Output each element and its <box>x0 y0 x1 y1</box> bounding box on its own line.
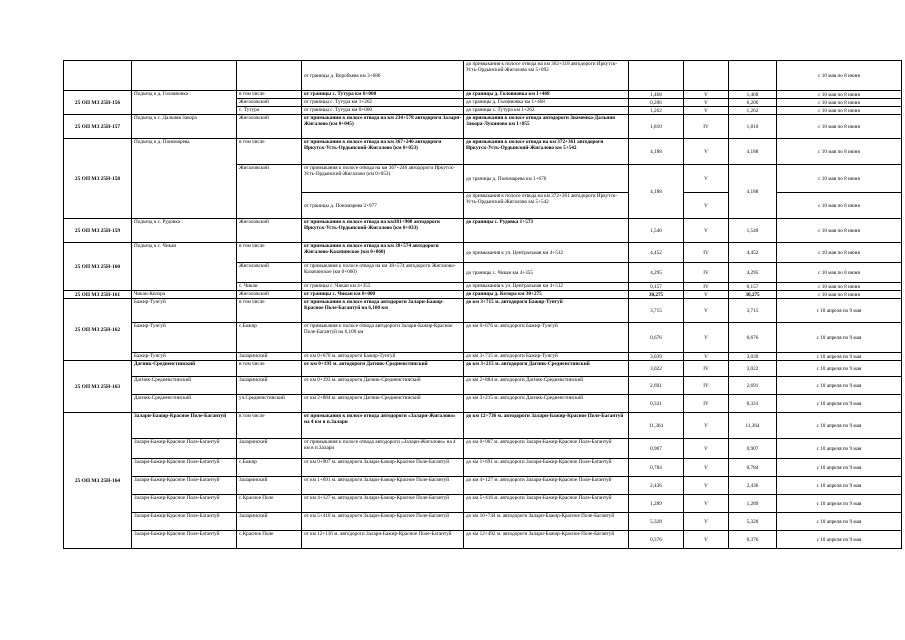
length-cell: 4,188 <box>629 165 684 219</box>
total-cell: 1,289 <box>729 495 777 513</box>
period-cell: с 10 мая по 8 июня <box>777 139 902 165</box>
end-cell: до км 12+736 м. автодороги Залари-Бажир-Красное Поле-Багантуй <box>464 413 629 439</box>
total-cell: 0,206 <box>729 99 777 107</box>
period-cell: с 10 мая по 8 июня <box>777 283 902 291</box>
category-cell: V <box>684 459 729 477</box>
length-cell: 1,289 <box>629 495 684 513</box>
end-cell: до км 1+691 м. автодороги Залари-Бажир-Красное Поле-Багантуй <box>464 459 629 477</box>
period-cell: с 10 апреля по 9 мая <box>777 361 902 377</box>
code-cell: 25 ОП МЗ 25Н-156 <box>64 91 132 115</box>
section-cell: Жигаловский <box>237 99 302 107</box>
period-cell: с 10 апреля по 9 мая <box>777 531 902 549</box>
section-cell: Жигаловский <box>237 263 302 283</box>
end-cell: до границы с. Рудовка 1+573 <box>464 219 629 243</box>
table-row <box>64 413 902 439</box>
period-cell: с 10 мая по 8 июня <box>777 243 902 263</box>
period-cell: с 10 апреля по 9 мая <box>777 299 902 323</box>
end-cell: до границы д. Пономарева км 1+676 <box>464 165 629 193</box>
length-cell: 0,331 <box>629 395 684 413</box>
table-row <box>64 495 902 513</box>
end-cell: до км 3+215 м. автодороги Дагник-Средненстинский <box>464 361 629 377</box>
category-cell: V <box>684 495 729 513</box>
category-cell: V <box>684 165 729 193</box>
start-cell: от границы с. Тутура км 0+000 <box>302 91 464 99</box>
code-cell: 25 ОП МЗ 25Н-159 <box>64 219 132 243</box>
code-cell: 25 ОП МЗ 25Н-162 <box>64 299 132 361</box>
category-cell: V <box>684 323 729 353</box>
category-cell: V <box>684 299 729 323</box>
table-row <box>64 243 902 263</box>
code-cell: 25 ОП МЗ 25Н-161 <box>64 291 132 299</box>
road-name-cell: Подъезд к д. Пономарева <box>132 139 237 219</box>
section-cell: с. Чикан <box>237 283 302 291</box>
period-cell: с 10 апреля по 9 мая <box>777 477 902 495</box>
period-cell: с 10 апреля по 9 мая <box>777 353 902 361</box>
road-name-cell: Подъезд к д. Головновка <box>132 91 237 115</box>
road-name-cell: Залари-Бажир-Красное Поле-Багантуй <box>132 413 237 439</box>
end-cell: до км 0+907 м. автодороги Залари-Бажир-Красное Поле-Багантуй <box>464 439 629 459</box>
period-cell: с 10 апреля по 9 мая <box>777 459 902 477</box>
category-cell: IV <box>684 283 729 291</box>
road-restrictions-table-page <box>63 60 862 549</box>
end-cell: до примыкания к полосе отвода автодороги Знаменка-Дальняя Закора-Лукиново км 1+855 <box>464 115 629 139</box>
end-cell: до км 3+715 м. автодороги Бажир-Тунгуй <box>464 299 629 323</box>
total-cell: 1,810 <box>729 115 777 139</box>
start-cell: от км 0+907 м. автодороги Залари-Бажир-Красное Поле-Багантуй <box>302 459 464 477</box>
total-cell: 3,022 <box>729 361 777 377</box>
end-cell: до границы д. Келора км 30+275 <box>464 291 629 299</box>
period-cell: с 10 мая по 8 июня <box>777 291 902 299</box>
table-row <box>64 219 902 243</box>
end-cell: до км 5+416 м. автодороги Залари-Бажир-Красное Поле-Багантуй <box>464 495 629 513</box>
period-cell: с 10 апреля по 9 мая <box>777 377 902 395</box>
road-name-cell: Бажир-Тунгуй <box>132 353 237 361</box>
table-row <box>64 61 902 91</box>
end-cell: до границы с. Чикан км 4+355 <box>464 263 629 283</box>
road-name-cell: Залари-Бажир-Красное Поле-Багантуй <box>132 459 237 477</box>
category-cell: V <box>684 513 729 531</box>
table-row <box>64 477 902 495</box>
table-row <box>64 299 902 323</box>
road-restrictions-table <box>63 60 902 549</box>
start-cell: от км 0+676 м. автодороги Бажир-Тунгуй <box>302 353 464 361</box>
period-cell: с 10 мая по 8 июня <box>777 263 902 283</box>
length-cell: 11,364 <box>629 413 684 439</box>
period-cell: с 10 мая по 8 июня <box>777 115 902 139</box>
table-row <box>64 459 902 477</box>
road-name-cell: Залари-Бажир-Красное Поле-Багантуй <box>132 513 237 531</box>
length-cell <box>629 61 684 91</box>
period-cell: с 10 мая по 8 июня <box>777 219 902 243</box>
section-cell: Заларинский <box>237 477 302 495</box>
category-cell: IV <box>684 263 729 283</box>
start-cell: от примыкания к полосе отвода на км 38+574 автодороги Жигалово-Казачинское (км 0+060) <box>302 243 464 263</box>
category-cell: IV <box>684 115 729 139</box>
length-cell: 0,784 <box>629 459 684 477</box>
section-cell: с.Красное Поле <box>237 531 302 549</box>
table-row <box>64 377 902 395</box>
period-cell: с 10 апреля по 9 мая <box>777 395 902 413</box>
period-cell: с 10 мая по 8 июня <box>777 61 902 91</box>
period-cell: с 10 мая по 8 июня <box>777 99 902 107</box>
table-row <box>64 323 902 353</box>
total-cell: 2,436 <box>729 477 777 495</box>
length-cell: 4,452 <box>629 243 684 263</box>
total-cell: 3,039 <box>729 353 777 361</box>
start-cell: от границы с. Тутура км 1+262 <box>302 99 464 107</box>
category-cell: IV <box>684 395 729 413</box>
category-cell: V <box>684 477 729 495</box>
period-cell: с 10 мая по 8 июня <box>777 91 902 99</box>
road-name-cell: Чикан-Келора <box>132 291 237 299</box>
total-cell: 1,262 <box>729 107 777 115</box>
end-cell: до км 0+676 м. автодороги Бажир-Тунгуй <box>464 323 629 353</box>
length-cell: 2,436 <box>629 477 684 495</box>
code-cell: 25 ОП МЗ 25Н-158 <box>64 139 132 219</box>
start-cell: от границы д. Пономарева 2+977 <box>302 193 464 219</box>
section-cell: Заларинский <box>237 513 302 531</box>
category-cell: V <box>684 291 729 299</box>
length-cell: 4,295 <box>629 263 684 283</box>
end-cell: до примыкания к ул. Центральная км 4+512 <box>464 243 629 263</box>
section-cell: с.Бажир <box>237 459 302 477</box>
end-cell: до км 3+215 м. автодороги Дагник-Средненстинский <box>464 395 629 413</box>
period-cell: с 10 апреля по 9 мая <box>777 323 902 353</box>
road-name-cell: Бажир-Тунгуй <box>132 323 237 353</box>
road-name-cell <box>132 61 237 91</box>
end-cell: до примыкания к полосе отвода на км 372+361 автодороги Иркутск-Усть-Ордынский-Жигалово км 5+542 <box>464 139 629 165</box>
start-cell: от границы д. Воробьева км 3+680 <box>302 61 464 91</box>
road-name-cell: Подъезд к с. Чикан <box>132 243 237 291</box>
table-row <box>64 353 902 361</box>
start-cell: от границы с. Тутура км 0+000 <box>302 107 464 115</box>
section-cell: в том числе <box>237 299 302 323</box>
section-cell: с. Тутура <box>237 107 302 115</box>
start-cell: от примыкания к полосе отвода автодороги Залари-Бажир-Красное Поле-Багантуй на 6,100 км <box>302 323 464 353</box>
road-name-cell: Залари-Бажир-Красное Поле-Багантуй <box>132 477 237 495</box>
period-cell: с 10 мая по 8 июня <box>777 193 902 219</box>
code-cell: 25 ОП МЗ 25Н-160 <box>64 243 132 291</box>
start-cell: от примыкания к полосе отвода автодороги «Залари-Жигалово» на 4 км в п.Залари <box>302 413 464 439</box>
length-cell: 3,715 <box>629 299 684 323</box>
end-cell: до примыкания к полосе отвода на км 362+318 автодороги Иркутск-Усть-Ордынский-Жигалово км 5+092 <box>464 61 629 91</box>
total-cell: 4,188 <box>729 165 777 219</box>
road-name-cell: Залари-Бажир-Красное Поле-Багантуй <box>132 495 237 513</box>
end-cell: до границы с. Тутура км 1+262 <box>464 107 629 115</box>
total-cell: 11,364 <box>729 413 777 439</box>
start-cell: от границы с. Чикан км 0+000 <box>302 291 464 299</box>
total-cell: 4,452 <box>729 243 777 263</box>
table-row <box>64 91 902 99</box>
section-cell: Заларинский <box>237 353 302 361</box>
category-cell: V <box>684 99 729 107</box>
section-cell: Жигаловский <box>237 291 302 299</box>
end-cell: до км 4+127 м. автодороги Залари-Бажир-Красное Поле-Багантуй <box>464 477 629 495</box>
category-cell: V <box>684 353 729 361</box>
section-cell: в том числе <box>237 413 302 439</box>
category-cell: V <box>684 219 729 243</box>
total-cell: 2,691 <box>729 377 777 395</box>
section-cell: в том числе <box>237 91 302 99</box>
total-cell: 0,157 <box>729 283 777 291</box>
end-cell: до км 12+492 м. автодороги Залари-Бажир-Красное Поле-Багантуй <box>464 531 629 549</box>
length-cell: 0,676 <box>629 323 684 353</box>
end-cell: до примыкания к ул. Центральная км 4+512 <box>464 283 629 291</box>
end-cell: до примыкания к полосе отвода на км 372+361 автодороги Иркутск-Усть-Ордынский-Жигалово км 5+542 <box>464 193 629 219</box>
section-cell: в том числе <box>237 139 302 165</box>
road-name-cell: Залари-Бажир-Красное Поле-Багантуй <box>132 531 237 549</box>
start-cell: от км 0+193 м. автодороги Дагник-Средненстинский <box>302 377 464 395</box>
total-cell: 0,784 <box>729 459 777 477</box>
category-cell: V <box>684 531 729 549</box>
length-cell: 0,157 <box>629 283 684 291</box>
end-cell: до границы д. Головновка км 1+468 <box>464 99 629 107</box>
total-cell: 1,468 <box>729 91 777 99</box>
end-cell: до границы д. Головновка км 1+468 <box>464 91 629 99</box>
category-cell: V <box>684 413 729 439</box>
category-cell: IV <box>684 377 729 395</box>
category-cell <box>684 61 729 91</box>
section-cell: Заларинский <box>237 377 302 395</box>
section-cell: Жигаловский <box>237 115 302 139</box>
total-cell: 0,907 <box>729 439 777 459</box>
total-cell: 4,295 <box>729 263 777 283</box>
road-name-cell: Подъезд к с. Дальняя Закора <box>132 115 237 139</box>
category-cell: V <box>684 193 729 219</box>
table-row <box>64 115 902 139</box>
total-cell: 4,188 <box>729 139 777 165</box>
table-row <box>64 513 902 531</box>
start-cell: от примыкания к полосе отвода на км 367+246 автодороги Иркутск-Усть-Ордынский-Жигалово (км 0+053) <box>302 165 464 193</box>
start-cell: от примыкания к полосе отвода на км 234+578 автодороги Залари-Жигалово (км 0+045) <box>302 115 464 139</box>
total-cell: 30,275 <box>729 291 777 299</box>
total-cell: 1,540 <box>729 219 777 243</box>
road-name-cell: Дагник-Средненстинский <box>132 395 237 413</box>
length-cell: 0,206 <box>629 99 684 107</box>
length-cell: 4,188 <box>629 139 684 165</box>
length-cell: 0,376 <box>629 531 684 549</box>
length-cell: 2,691 <box>629 377 684 395</box>
start-cell: от км 2+884 м. автодороги Дагник-Средненстинский <box>302 395 464 413</box>
table-row <box>64 395 902 413</box>
section-cell <box>237 61 302 91</box>
category-cell: V <box>684 91 729 99</box>
total-cell: 3,715 <box>729 299 777 323</box>
length-cell: 1,468 <box>629 91 684 99</box>
code-cell: 25 ОП МЗ 25Н-164 <box>64 413 132 549</box>
road-name-cell: Подъезд к с. Рудовка <box>132 219 237 243</box>
start-cell: от примыкания к полосе отвода на км 367+246 автодороги Иркутск-Усть-Ордынский-Жигалово (км 0+053) <box>302 139 464 165</box>
road-name-cell: Дагник-Средненстинский <box>132 361 237 377</box>
length-cell: 1,810 <box>629 115 684 139</box>
code-cell: 25 ОП МЗ 25Н-163 <box>64 361 132 413</box>
table-row <box>64 361 902 377</box>
category-cell: V <box>684 439 729 459</box>
total-cell: 0,331 <box>729 395 777 413</box>
length-cell: 5,328 <box>629 513 684 531</box>
start-cell: от примыкания к полосе отвода автодороги «Залари-Жигалово» на 4 км в п.Залари <box>302 439 464 459</box>
start-cell: от км 1+691 м. автодороги Залари-Бажир-Красное Поле-Багантуй <box>302 477 464 495</box>
start-cell: от км 0+193 м. автодороги Дагник-Средненстинский <box>302 361 464 377</box>
section-cell: Жигаловский <box>237 165 302 219</box>
table-row <box>64 291 902 299</box>
period-cell: с 10 апреля по 9 мая <box>777 413 902 439</box>
section-cell: в том числе <box>237 243 302 263</box>
length-cell: 3,022 <box>629 361 684 377</box>
period-cell: с 10 мая по 8 июня <box>777 165 902 193</box>
start-cell: от км 5+416 м. автодороги Залари-Бажир-Красное Поле-Багантуй <box>302 513 464 531</box>
table-row <box>64 139 902 165</box>
section-cell: Жигаловский <box>237 219 302 243</box>
start-cell: от примыкания к полосе отвода автодороги Залари-Бажир-Красное Поле-Багантуй на 6,100 км <box>302 299 464 323</box>
end-cell: до км 3+715 м. автодороги Бажир-Тунгуй <box>464 353 629 361</box>
start-cell: от примыкания к полосе отвода на км381+900 автодороги Иркутск-Усть-Ордынский-Жигалово (км 0+033) <box>302 219 464 243</box>
end-cell: до км 10+744 м. автодороги Залари-Бажир-Красное Поле-Багантуй <box>464 513 629 531</box>
section-cell: уч.Средненстинский <box>237 395 302 413</box>
table-row <box>64 531 902 549</box>
period-cell: с 10 мая по 8 июня <box>777 107 902 115</box>
start-cell: от границы с. Чикан км 4+355 <box>302 283 464 291</box>
end-cell: до км 2+884 м. автодороги Дагник-Средненстинский <box>464 377 629 395</box>
section-cell: в том числе <box>237 361 302 377</box>
length-cell: 1,540 <box>629 219 684 243</box>
length-cell: 0,907 <box>629 439 684 459</box>
road-name-cell: Бажир-Тунгуй <box>132 299 237 323</box>
road-name-cell: Залари-Бажир-Красное Поле-Багантуй <box>132 439 237 459</box>
period-cell: с 10 апреля по 9 мая <box>777 495 902 513</box>
start-cell: от км 4+127 м. автодороги Залари-Бажир-Красное Поле-Багантуй <box>302 495 464 513</box>
code-cell <box>64 61 132 91</box>
total-cell: 5,328 <box>729 513 777 531</box>
table-row <box>64 439 902 459</box>
total-cell <box>729 61 777 91</box>
length-cell: 3,039 <box>629 353 684 361</box>
start-cell: от км 12+116 м. автодороги Залари-Бажир-Красное Поле-Багантуй <box>302 531 464 549</box>
total-cell: 0,676 <box>729 323 777 353</box>
start-cell: от примыкания к полосе отвода на км 38+574 автодороги Жигалово-Казачинское (км 0+060) <box>302 263 464 283</box>
period-cell: с 10 апреля по 9 мая <box>777 439 902 459</box>
period-cell: с 10 апреля по 9 мая <box>777 513 902 531</box>
section-cell: с.Бажир <box>237 323 302 353</box>
section-cell: с.Красное Поле <box>237 495 302 513</box>
road-name-cell: Дагник-Средненстинский <box>132 377 237 395</box>
length-cell: 30,275 <box>629 291 684 299</box>
code-cell: 25 ОП МЗ 25Н-157 <box>64 115 132 139</box>
section-cell: Заларинский <box>237 439 302 459</box>
length-cell: 1,262 <box>629 107 684 115</box>
category-cell: V <box>684 107 729 115</box>
category-cell: IV <box>684 361 729 377</box>
category-cell: IV <box>684 243 729 263</box>
category-cell: V <box>684 139 729 165</box>
total-cell: 0,376 <box>729 531 777 549</box>
